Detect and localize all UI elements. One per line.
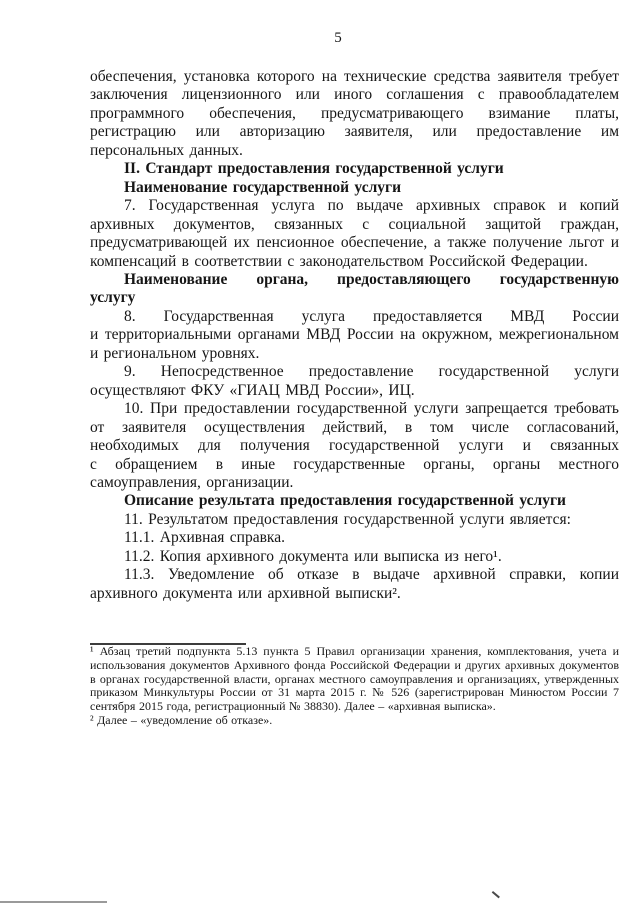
paragraph-11-3: 11.3. Уведомление об отказе в выдаче архивной справки, копии архивного документа или архивной выписки². (90, 566, 619, 602)
heading-authority-line1: Наименование органа, предоставляющего государственную (124, 270, 619, 288)
scan-artifact-line (0, 901, 107, 903)
footnote-1: ¹ Абзац третий подпункта 5.13 пункта 5 Правил организации хранения, комплектования, учета и использования документов Архивного фонда Российской Федерации и других архивных документов в органах государственной власти, органах местного самоуправления и организациях, утвержденных приказом Минкультуры России от 31 марта 2015 г. № 526 (зарегистрирован Минюстом России 7 сентября 2015 года, регистрационный № 38830). Далее – «архивная выписка». (90, 644, 619, 713)
paragraph-7: 7. Государственная услуга по выдаче архивных справок и копий архивных документов, связанных с социальной защитой граждан, предусматривающей их пенсионное обеспечение, а также получение льгот и компенсаций в соответствии с законодательством Российской Федерации. (90, 197, 619, 270)
paragraph-9: 9. Непосредственное предоставление государственной услуги осуществляют ФКУ «ГИАЦ МВД России», ИЦ. (90, 363, 619, 399)
page-number: 5 (334, 30, 342, 46)
footnote-2: ² Далее – «уведомление об отказе». (90, 712, 273, 727)
paragraph-11: 11. Результатом предоставления государственной услуги является: (124, 510, 571, 528)
paragraph-11-1: 11.1. Архивная справка. (124, 529, 285, 547)
page-content (90, 68, 619, 727)
paragraph-8: 8. Государственная услуга предоставляется МВД России и территориальными органами МВД России на окружном, межрегиональном и региональном уровнях. (90, 307, 619, 362)
scan-artifact-tick (492, 891, 500, 898)
heading-service-name: Наименование государственной услуги (124, 178, 401, 196)
paragraph-10: 10. При предоставлении государственной услуги запрещается требовать от заявителя осуществления действий, в том числе согласований, необходимых для получения государственной услуги и связанных с обращением в иные государственные органы, органы местного самоуправления, организации. (90, 400, 619, 491)
heading-section-ii: II. Стандарт предоставления государственной услуги (124, 160, 504, 178)
paragraph-intro: обеспечения, установка которого на технические средства заявителя требует заключения лицензионного или иного соглашения с правообладателем программного обеспечения, предусматривающего взимание платы, регистрацию или авторизацию заявителя, или предоставление им персональных данных. (90, 68, 619, 159)
heading-result-description: Описание результата предоставления государственной услуги (124, 492, 566, 510)
heading-authority (90, 271, 619, 308)
heading-authority-line2: услугу (90, 289, 136, 307)
paragraph-11-2: 11.2. Копия архивного документа или выписка из него¹. (124, 547, 502, 565)
